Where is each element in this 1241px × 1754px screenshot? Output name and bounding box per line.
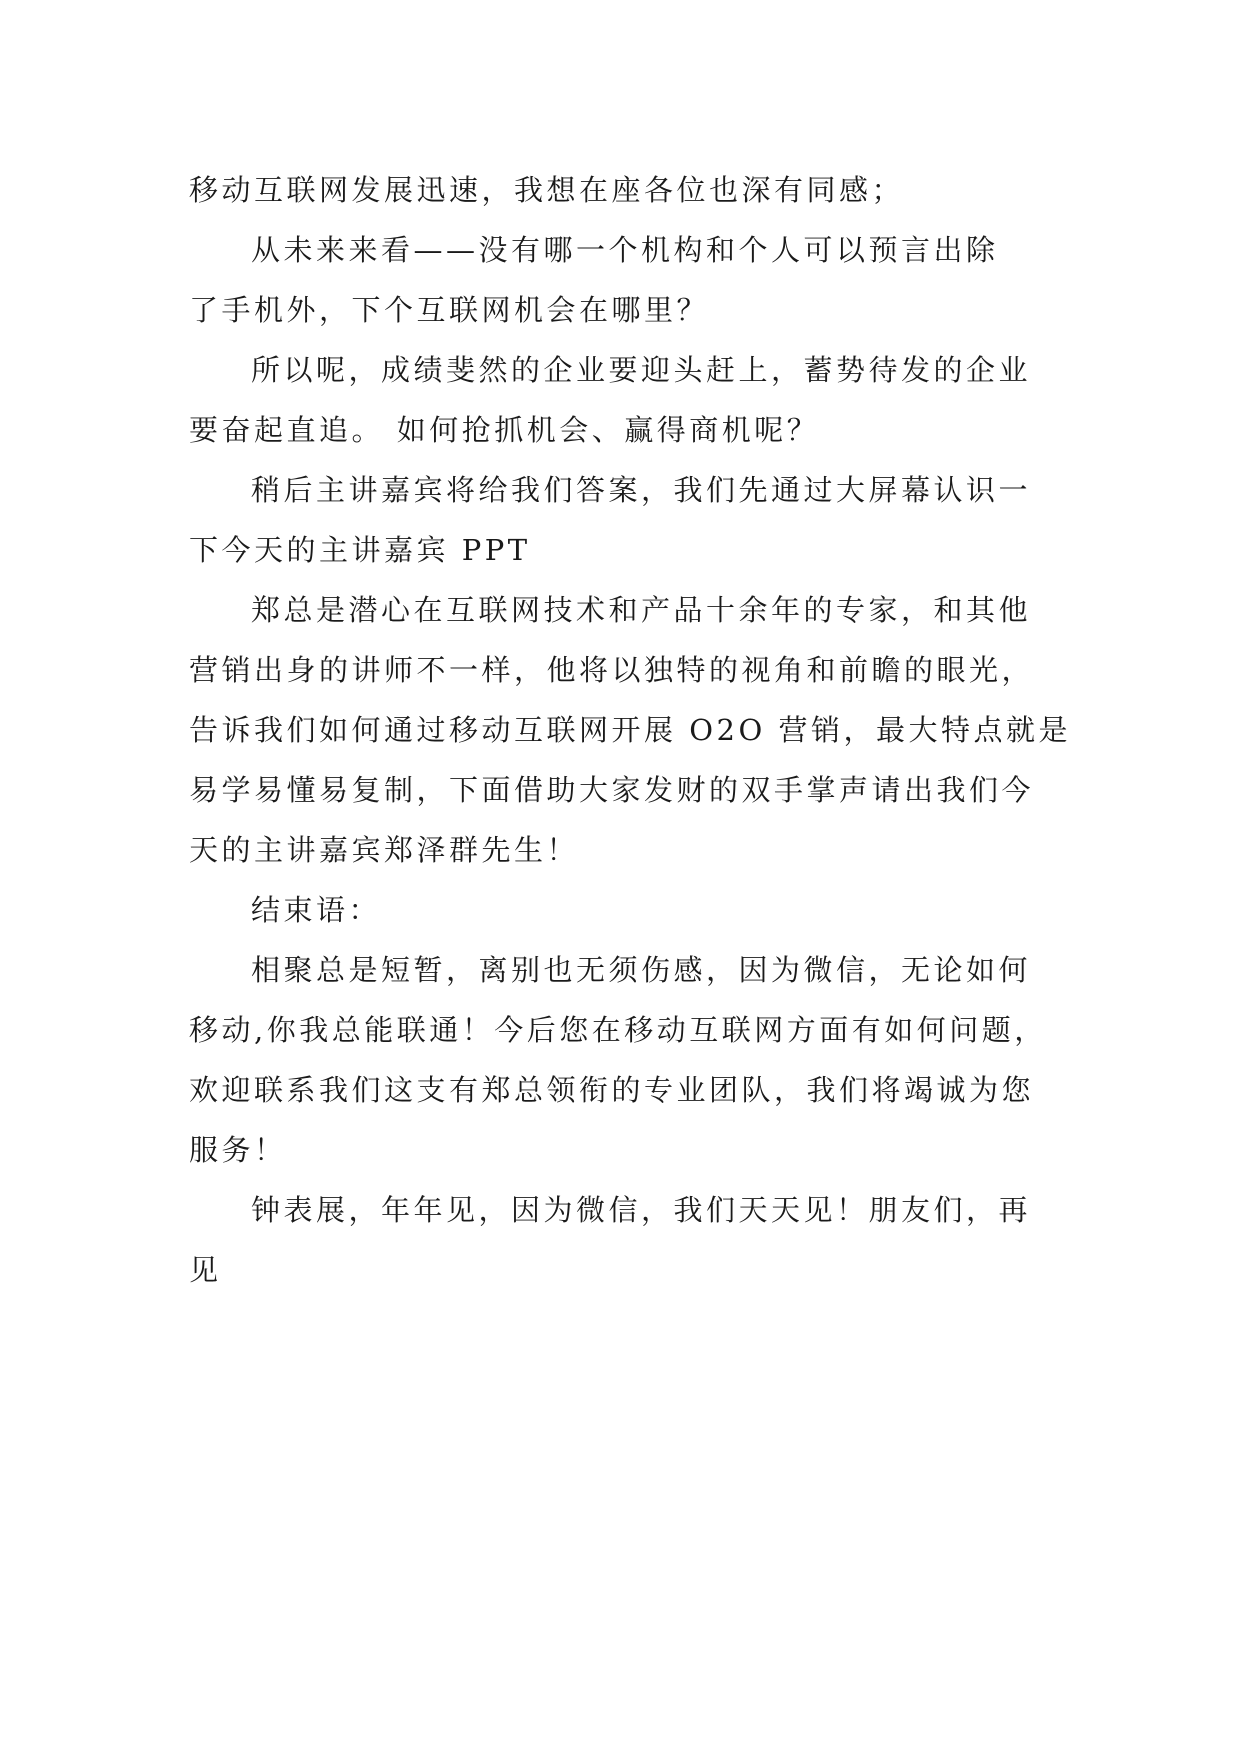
text-line: 所以呢，成绩斐然的企业要迎头赶上，蓄势待发的企业 — [251, 353, 1032, 387]
text-line: 天的主讲嘉宾郑泽群先生！ — [189, 833, 580, 867]
paragraph-farewell — [189, 1180, 1069, 1300]
text-line: 营销出身的讲师不一样，他将以独特的视角和前瞻的眼光， — [189, 653, 1035, 687]
paragraph-closing-heading — [189, 880, 1069, 940]
text-line: 易学易懂易复制，下面借助大家发财的双手掌声请出我们今 — [189, 773, 1035, 807]
text-line: 结束语： — [251, 893, 382, 927]
text-line: 欢迎联系我们这支有郑总领衔的专业团队，我们将竭诚为您 — [189, 1073, 1035, 1107]
text-line: 移动互联网发展迅速，我想在座各位也深有同感； — [189, 173, 905, 207]
text-line: 服务！ — [189, 1133, 287, 1167]
text-line: 从未来来看——没有哪一个机构和个人可以预言出除 — [251, 233, 999, 267]
text-line: 告诉我们如何通过移动互联网开展 O2O 营销，最大特点就是 — [189, 713, 1071, 747]
text-line: 郑总是潜心在互联网技术和产品十余年的专家，和其他 — [251, 593, 1032, 627]
paragraph-closing-remarks — [189, 940, 1069, 1180]
paragraph-opportunity — [189, 340, 1069, 460]
paragraph-speaker-bio — [189, 580, 1069, 880]
text-line: 稍后主讲嘉宾将给我们答案，我们先通过大屏幕认识一 — [251, 473, 1032, 507]
text-line: 相聚总是短暂，离别也无须伤感，因为微信，无论如何 — [251, 953, 1032, 987]
paragraph-speaker-intro — [189, 460, 1069, 580]
paragraph-future — [189, 220, 1069, 340]
text-line: 要奋起直追。 如何抢抓机会、赢得商机呢？ — [189, 413, 820, 447]
text-line: 见 — [189, 1253, 222, 1287]
text-line: 了手机外，下个互联网机会在哪里？ — [189, 293, 710, 327]
paragraph-intro — [189, 160, 1069, 220]
text-line: 移动,你我总能联通！今后您在移动互联网方面有如何问题， — [189, 1013, 1047, 1047]
text-line: 下今天的主讲嘉宾 PPT — [189, 533, 531, 567]
document-body — [189, 160, 1069, 1300]
text-line: 钟表展，年年见，因为微信，我们天天见！朋友们，再 — [251, 1193, 1032, 1227]
